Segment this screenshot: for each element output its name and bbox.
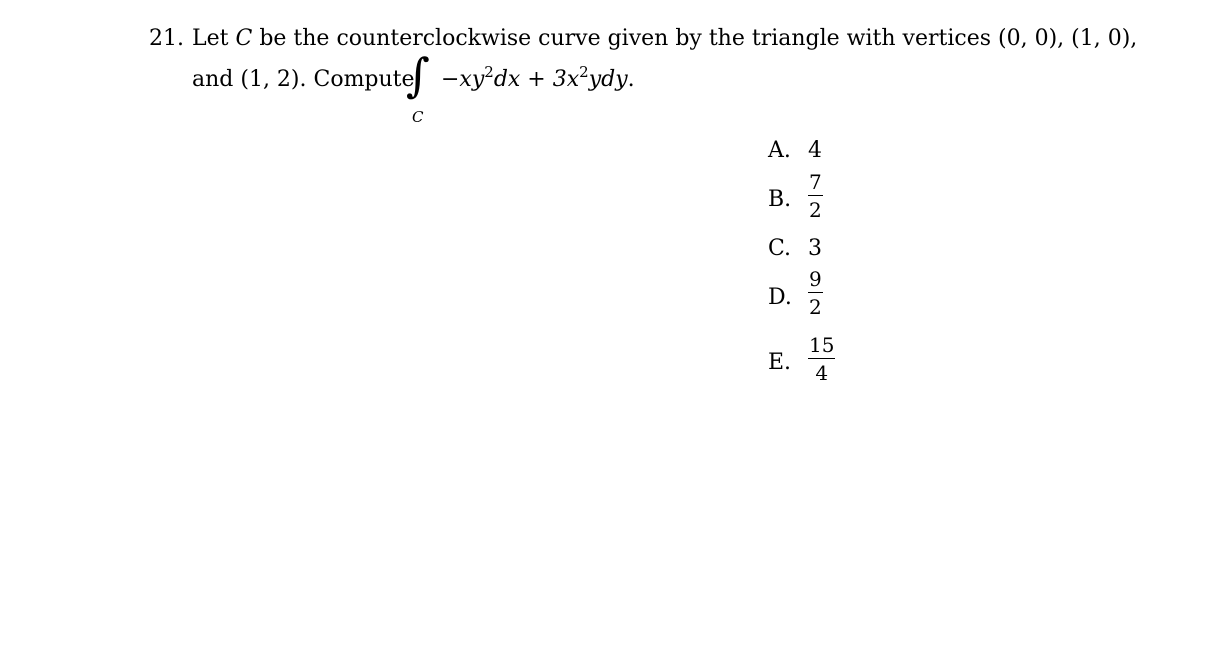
fraction-bar [808,195,823,196]
integral-sign: ∫ [406,48,430,102]
question-line-1-text: be the counterclockwise curve given by the triangle with vertices (0, 0), (1, 0), [259,26,1138,51]
integrand-middle: dx + 3x [493,67,580,92]
integral-subscript: C [412,108,424,126]
choice-b-numerator: 7 [809,170,822,194]
question-line-2 [192,67,415,93]
integrand-period: . [627,67,635,92]
integrand-exponent-1: 2 [484,63,494,81]
choice-e-denominator: 4 [815,361,829,385]
question-line-2-text: and (1, 2). Compute [192,67,415,92]
choice-b-denominator: 2 [809,198,822,222]
question-let-word: Let [192,26,229,51]
choice-b-letter: B. [768,187,792,212]
integrand-suffix: ydy [588,67,628,92]
choice-c-letter: C. [768,236,792,261]
choice-e-letter: E. [768,350,792,375]
choice-e-fraction [808,334,835,384]
choice-d-denominator: 2 [809,295,822,319]
choice-c-value: 3 [808,236,822,261]
question-number: 21. [149,26,184,51]
fraction-bar [808,358,835,359]
choice-a-letter: A. [768,138,791,163]
integrand-prefix: −xy [441,67,485,92]
fraction-bar [808,292,823,293]
choice-d-fraction [808,268,823,318]
integrand [441,63,635,93]
choice-d-letter: D. [768,285,792,310]
choice-e-numerator: 15 [809,333,835,357]
choice-a-value: 4 [808,138,822,163]
choice-d-numerator: 9 [809,267,822,291]
integrand-exponent-2: 2 [579,63,589,81]
question-line-1 [192,26,1137,52]
choice-b-fraction [808,171,823,221]
curve-variable: C [235,26,253,51]
